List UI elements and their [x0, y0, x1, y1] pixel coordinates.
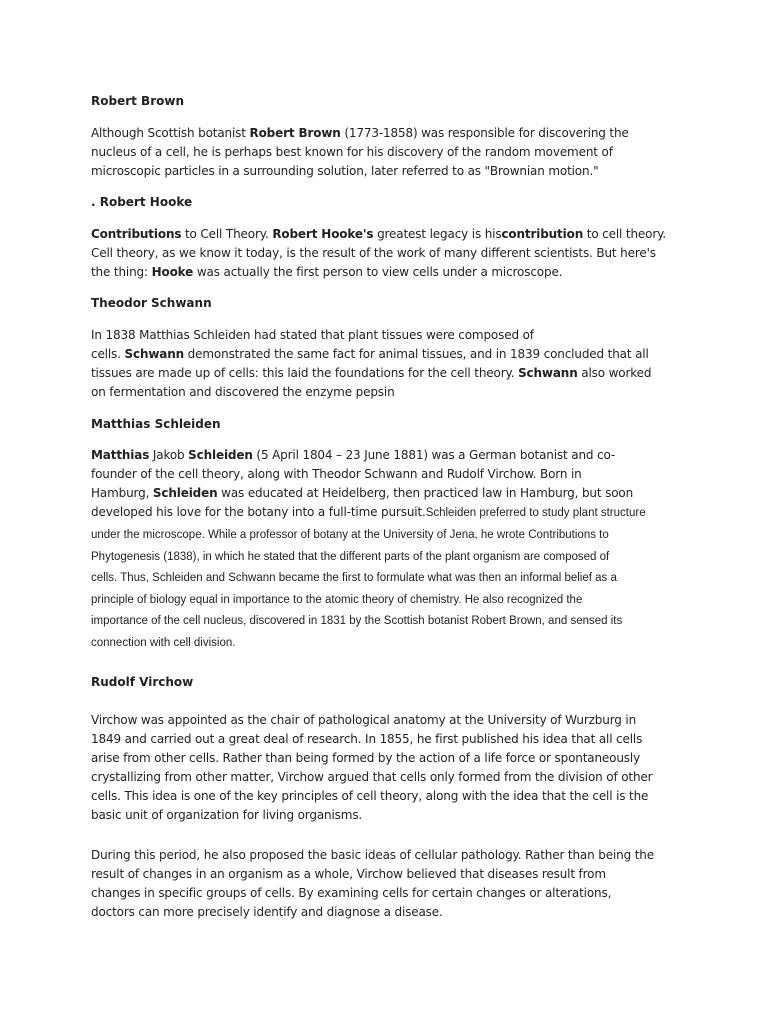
paragraph-matthias-schleiden — [91, 446, 683, 503]
bold-text: contribution — [501, 227, 584, 241]
text-line — [91, 162, 683, 181]
text-line: result of changes in an organism as a whole, Virchow believed that diseases result from — [91, 867, 606, 881]
paragraph-theodor-schwann — [91, 326, 683, 402]
bold-text: Robert Hooke's — [272, 227, 374, 241]
heading-rudolf-virchow: Rudolf Virchow — [91, 675, 194, 689]
text-run: the thing: — [91, 265, 152, 279]
text-line: crystallizing from other matter, Virchow argued that cells only formed from the division of other — [91, 770, 653, 784]
text-run: was educated at Heidelberg, then practiced law in Hamburg, but soon — [217, 486, 634, 500]
text-line: basic unit of organization for living organisms. — [91, 808, 363, 822]
bold-text: Schwann — [124, 347, 185, 361]
text-run: founder of the cell theory, along with Theodor Schwann and Rudolf Virchow. Born in — [91, 467, 582, 481]
text-line: principle of biology equal in importance to the atomic theory of chemistry. He also recognized the — [91, 593, 583, 606]
bold-text: Robert Brown — [249, 126, 341, 140]
schleiden-lead-text: developed his love for the botany into a full-time pursuit. — [91, 505, 426, 519]
text-line — [91, 446, 683, 465]
text-line — [91, 345, 683, 364]
text-run: (1773-1858) was responsible for discovering the — [340, 126, 629, 140]
paragraph-robert-brown — [91, 124, 683, 181]
text-line — [91, 143, 683, 162]
text-line: doctors can more precisely identify and diagnose a disease. — [91, 905, 443, 919]
text-run: In 1838 Matthias Schleiden had stated that plant tissues were composed of — [91, 328, 534, 342]
text-run: to cell theory. — [583, 227, 667, 241]
heading-matthias-schleiden: Matthias Schleiden — [91, 417, 221, 431]
bold-text: Schleiden — [188, 448, 253, 462]
paragraph-rudolf-virchow-1 — [91, 711, 683, 825]
text-line: 1849 and carried out a great deal of research. In 1855, he first published his idea that all cells — [91, 732, 643, 746]
bold-text: Contributions — [91, 227, 182, 241]
text-line — [91, 326, 683, 345]
text-line: under the microscope. While a professor of botany at the University of Jena, he wrote Contributions to — [91, 529, 609, 541]
bold-text: Schleiden — [152, 486, 218, 500]
text-line: Phytogenesis (1838), in which he stated that the different parts of the plant organism are composed of — [91, 550, 610, 563]
text-run: demonstrated the same fact for animal tissues, and in 1839 concluded that all — [184, 347, 649, 361]
text-run: also worked — [577, 366, 652, 380]
text-run: Hamburg, — [91, 486, 153, 500]
heading-robert-hooke: . Robert Hooke — [91, 195, 193, 209]
text-line: cells. Thus, Schleiden and Schwann became the first to formulate what was then an informal belief as a — [91, 572, 617, 584]
paragraph-robert-hooke — [91, 225, 683, 282]
text-run: (5 April 1804 – 23 June 1881) was a German botanist and co- — [252, 448, 616, 462]
text-run: tissues are made up of cells: this laid the foundations for the cell theory. — [91, 366, 519, 380]
text-run: microscopic particles in a surrounding solution, later referred to as "Brownian motion." — [91, 164, 599, 178]
text-line: arise from other cells. Rather than being formed by the action of a life force or spontaneously — [91, 751, 641, 765]
text-run: Although Scottish botanist — [91, 126, 250, 140]
text-line — [91, 465, 683, 484]
text-line: changes in specific groups of cells. By examining cells for certain changes or alterations, — [91, 886, 612, 900]
text-run: nucleus of a cell, he is perhaps best known for his discovery of the random movement of — [91, 145, 613, 159]
text-line: connection with cell division. — [91, 636, 236, 649]
text-run: Cell theory, as we know it today, is the result of the work of many different scientists. But here's — [91, 246, 656, 260]
text-line: During this period, he also proposed the basic ideas of cellular pathology. Rather than being the — [91, 848, 654, 862]
text-line: importance of the cell nucleus, discovered in 1831 by the Scottish botanist Robert Brown, and sensed its — [91, 615, 623, 627]
text-run: greatest legacy is his — [373, 227, 502, 241]
bold-text: Hooke — [151, 265, 194, 279]
text-line — [91, 383, 683, 402]
text-line — [91, 244, 683, 263]
text-line: cells. This idea is one of the key principles of cell theory, along with the idea that the cell is the — [91, 789, 649, 803]
bold-text: Matthias — [91, 448, 150, 462]
bold-text: Schwann — [518, 366, 578, 380]
text-run: on fermentation and discovered the enzyme pepsin — [91, 385, 395, 399]
paragraph-matthias-schleiden-continued — [91, 503, 683, 525]
text-line — [91, 263, 683, 282]
text-run: to Cell Theory. — [181, 227, 273, 241]
paragraph-rudolf-virchow-2 — [91, 846, 683, 922]
text-run: Jakob — [149, 448, 189, 462]
text-line — [91, 364, 683, 383]
text-line — [91, 124, 683, 143]
schleiden-small-text: Schleiden preferred to study plant structure — [425, 507, 646, 519]
text-run: was actually the first person to view cells under a microscope. — [193, 265, 563, 279]
text-line — [91, 225, 683, 244]
heading-robert-brown: Robert Brown — [91, 94, 184, 108]
text-line — [91, 484, 683, 503]
text-run: cells. — [91, 347, 125, 361]
paragraph-matthias-schleiden-small — [91, 525, 683, 654]
text-line: Virchow was appointed as the chair of pathological anatomy at the University of Wurzburg in — [91, 713, 637, 727]
heading-theodor-schwann: Theodor Schwann — [91, 296, 212, 310]
